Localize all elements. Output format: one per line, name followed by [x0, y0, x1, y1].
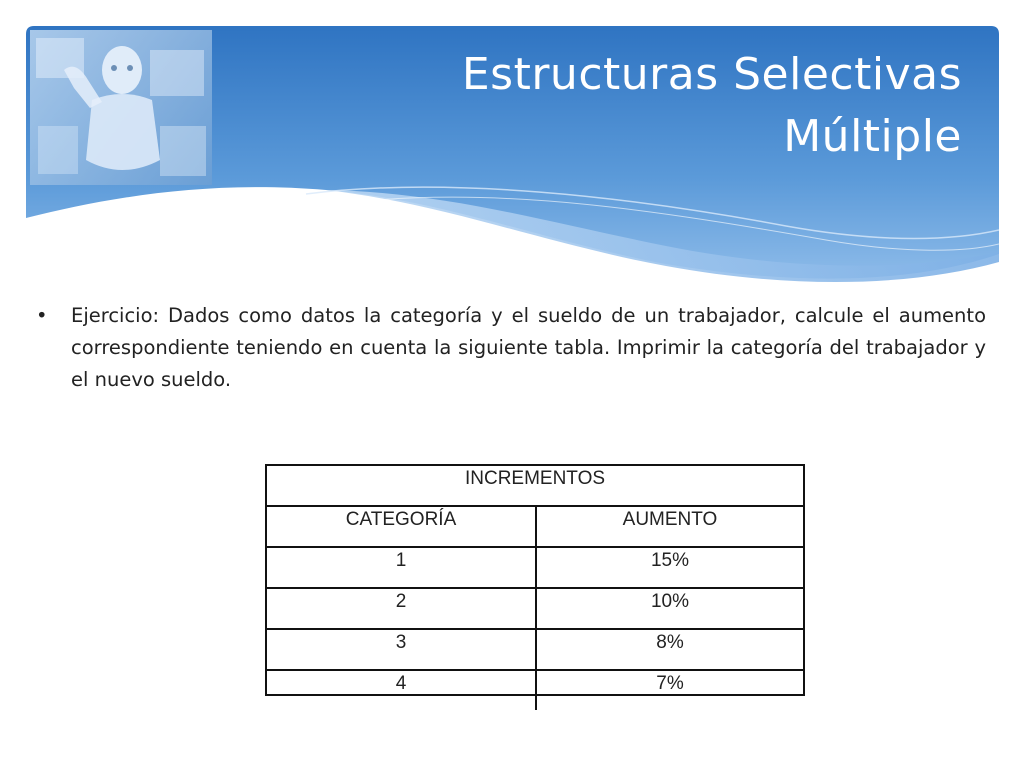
table-row	[267, 547, 803, 588]
cell-categoria: 4	[267, 670, 536, 710]
slide-title	[362, 44, 962, 168]
table-caption: INCREMENTOS	[267, 466, 803, 506]
cell-aumento: 10%	[536, 588, 803, 629]
increments-table	[265, 464, 805, 696]
robot-illustration	[30, 30, 212, 185]
table-row	[267, 629, 803, 670]
cell-aumento: 7%	[536, 670, 803, 710]
cell-aumento: 15%	[536, 547, 803, 588]
title-line-1: Estructuras Selectivas	[461, 49, 962, 100]
cell-categoria: 1	[267, 547, 536, 588]
bullet-icon: •	[36, 304, 48, 327]
exercise-paragraph: Ejercicio: Dados como datos la categoría y el sueldo de un trabajador, calcule el aumento correspondiente teniendo en cuenta la siguiente tabla. Imprimir la categoría del trabajador y el nuevo sueldo.	[71, 304, 986, 391]
header-categoria: CATEGORÍA	[267, 506, 536, 547]
table-row	[267, 588, 803, 629]
cell-categoria: 3	[267, 629, 536, 670]
bullet-item	[36, 300, 986, 396]
body-content	[36, 300, 986, 396]
title-line-2: Múltiple	[783, 111, 962, 162]
cell-categoria: 2	[267, 588, 536, 629]
header-aumento: AUMENTO	[536, 506, 803, 547]
table-header-row	[267, 506, 803, 547]
table-row	[267, 670, 803, 710]
table-caption-row	[267, 466, 803, 506]
cell-aumento: 8%	[536, 629, 803, 670]
